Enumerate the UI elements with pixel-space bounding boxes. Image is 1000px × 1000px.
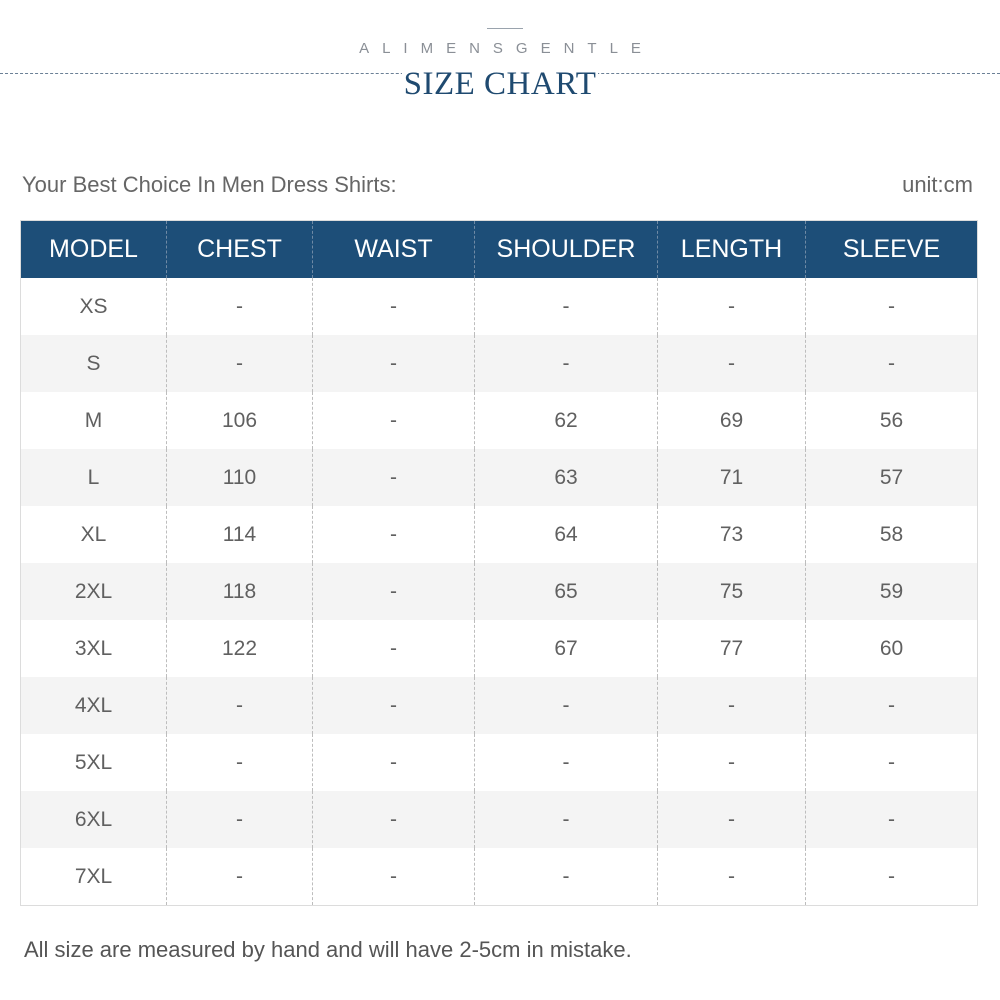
table-row [21, 449, 978, 506]
cell-sleeve: - [806, 677, 978, 734]
cell-waist: - [313, 506, 475, 563]
table-subtitle: Your Best Choice In Men Dress Shirts: [22, 172, 397, 197]
cell-length: 71 [658, 449, 806, 506]
cell-model: 2XL [21, 563, 167, 620]
cell-waist: - [313, 563, 475, 620]
cell-chest: - [167, 791, 313, 848]
cell-chest: 122 [167, 620, 313, 677]
cell-length: - [658, 848, 806, 906]
cell-shoulder: - [475, 848, 658, 906]
table-header-row [21, 221, 978, 279]
cell-length: 69 [658, 392, 806, 449]
column-header-sleeve: SLEEVE [806, 221, 978, 279]
cell-length: - [658, 734, 806, 791]
cell-chest: 106 [167, 392, 313, 449]
cell-model: XS [21, 278, 167, 335]
cell-sleeve: 58 [806, 506, 978, 563]
cell-chest: 118 [167, 563, 313, 620]
brand-name: ALIMENSGENTLE [359, 40, 654, 57]
cell-chest: 114 [167, 506, 313, 563]
cell-sleeve: 59 [806, 563, 978, 620]
cell-shoulder: - [475, 791, 658, 848]
cell-waist: - [313, 278, 475, 335]
column-header-model: MODEL [21, 221, 167, 279]
cell-waist: - [313, 449, 475, 506]
cell-shoulder: - [475, 734, 658, 791]
cell-length: - [658, 677, 806, 734]
cell-shoulder: 65 [475, 563, 658, 620]
cell-sleeve: 57 [806, 449, 978, 506]
cell-shoulder: 67 [475, 620, 658, 677]
cell-sleeve: - [806, 335, 978, 392]
column-header-waist: WAIST [313, 221, 475, 279]
cell-waist: - [313, 791, 475, 848]
cell-shoulder: 64 [475, 506, 658, 563]
cell-sleeve: - [806, 734, 978, 791]
table-row [21, 677, 978, 734]
brand-top-rule [487, 28, 523, 29]
cell-waist: - [313, 620, 475, 677]
cell-shoulder: - [475, 278, 658, 335]
table-row [21, 620, 978, 677]
cell-shoulder: 62 [475, 392, 658, 449]
cell-model: M [21, 392, 167, 449]
table-row [21, 791, 978, 848]
cell-chest: - [167, 734, 313, 791]
table-row [21, 392, 978, 449]
measurement-note: All size are measured by hand and will have 2-5cm in mistake. [24, 937, 632, 962]
cell-waist: - [313, 677, 475, 734]
cell-model: L [21, 449, 167, 506]
cell-waist: - [313, 335, 475, 392]
cell-length: - [658, 278, 806, 335]
column-header-chest: CHEST [167, 221, 313, 279]
cell-sleeve: 56 [806, 392, 978, 449]
size-table [20, 220, 978, 906]
table-row [21, 278, 978, 335]
cell-model: S [21, 335, 167, 392]
cell-sleeve: 60 [806, 620, 978, 677]
column-header-length: LENGTH [658, 221, 806, 279]
unit-label: unit:cm [902, 172, 973, 197]
table-row [21, 563, 978, 620]
cell-model: XL [21, 506, 167, 563]
cell-length: - [658, 335, 806, 392]
page-title-text: SIZE CHART [403, 66, 597, 102]
cell-model: 7XL [21, 848, 167, 906]
cell-model: 6XL [21, 791, 167, 848]
table-row [21, 506, 978, 563]
cell-sleeve: - [806, 791, 978, 848]
table-row [21, 734, 978, 791]
cell-model: 3XL [21, 620, 167, 677]
cell-length: 77 [658, 620, 806, 677]
cell-sleeve: - [806, 278, 978, 335]
cell-chest: - [167, 278, 313, 335]
cell-shoulder: - [475, 677, 658, 734]
column-header-shoulder: SHOULDER [475, 221, 658, 279]
cell-chest: 110 [167, 449, 313, 506]
cell-shoulder: 63 [475, 449, 658, 506]
cell-model: 5XL [21, 734, 167, 791]
cell-waist: - [313, 392, 475, 449]
cell-length: 75 [658, 563, 806, 620]
page-title [0, 66, 1000, 103]
cell-sleeve: - [806, 848, 978, 906]
cell-chest: - [167, 848, 313, 906]
cell-waist: - [313, 848, 475, 906]
cell-model: 4XL [21, 677, 167, 734]
cell-shoulder: - [475, 335, 658, 392]
cell-waist: - [313, 734, 475, 791]
cell-chest: - [167, 677, 313, 734]
cell-length: - [658, 791, 806, 848]
cell-chest: - [167, 335, 313, 392]
table-row [21, 335, 978, 392]
cell-length: 73 [658, 506, 806, 563]
table-row [21, 848, 978, 906]
